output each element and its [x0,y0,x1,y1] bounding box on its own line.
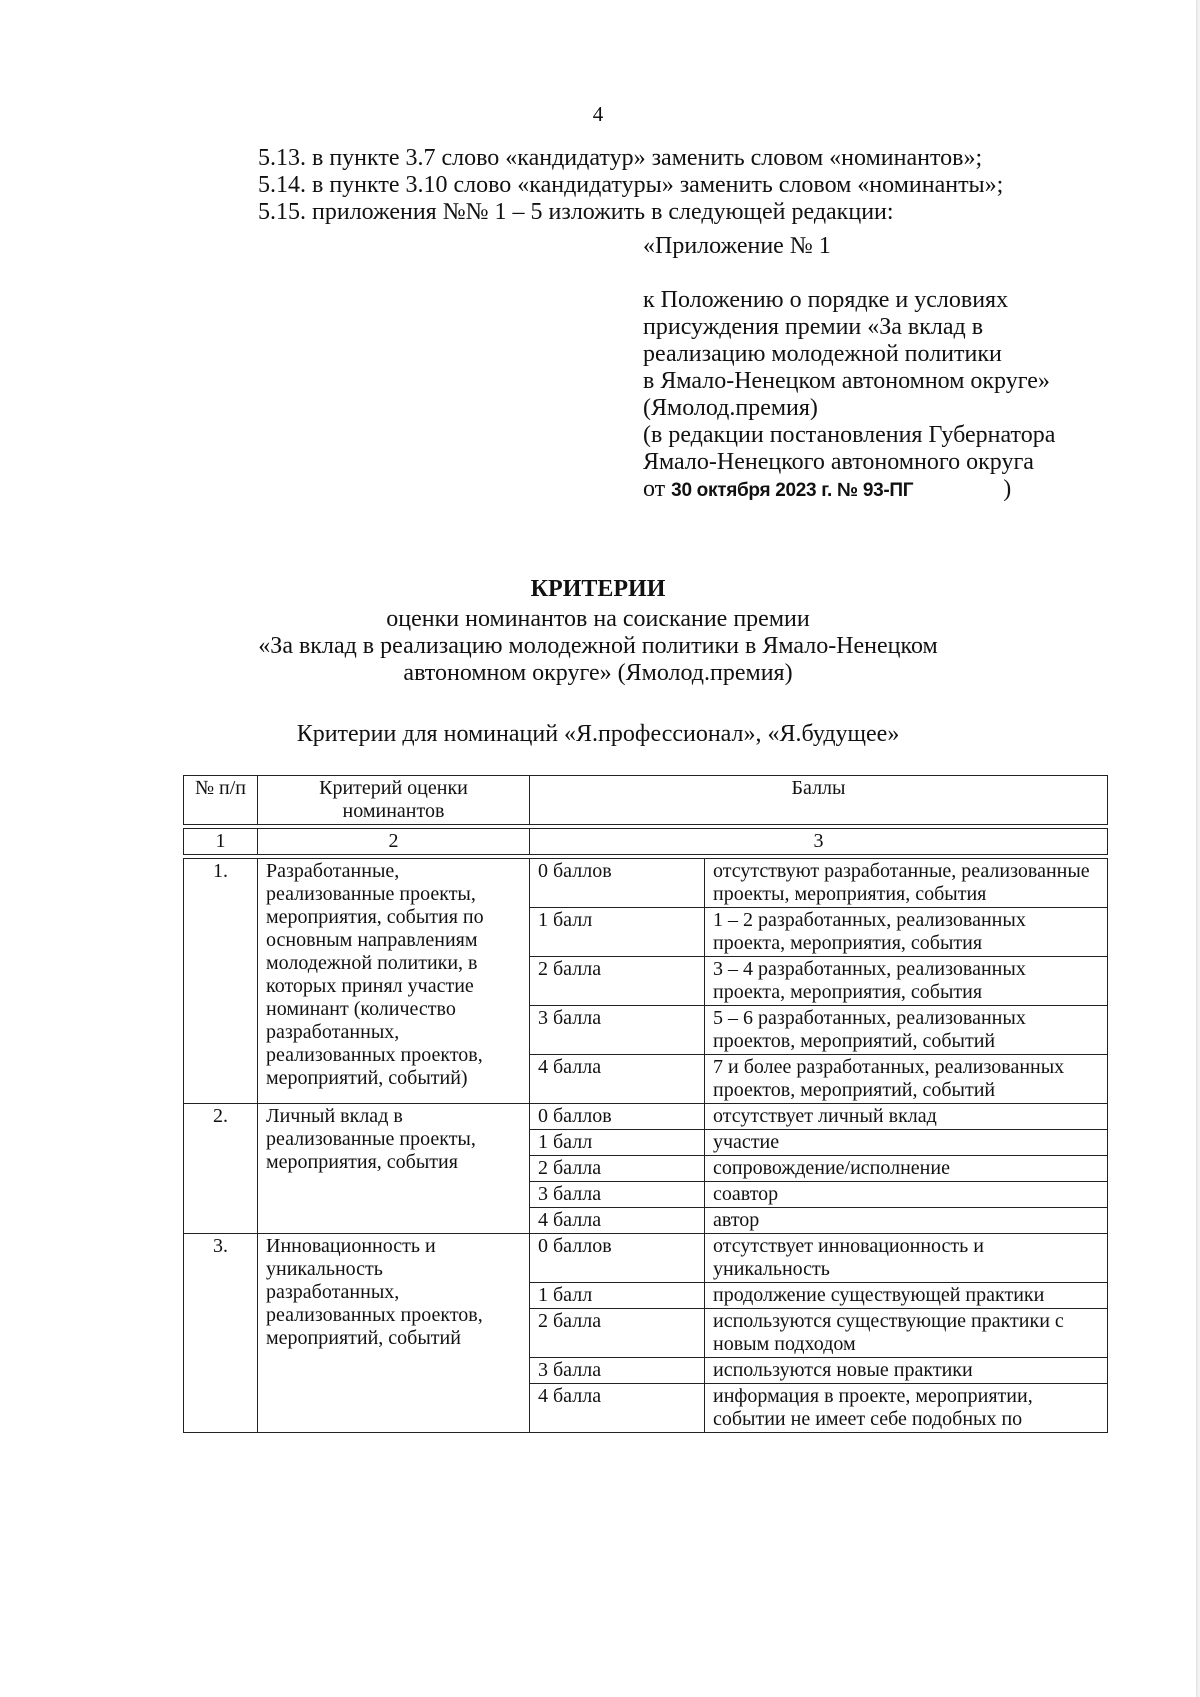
score-description: 1 – 2 разработанных, реализованных проекта, мероприятия, события [705,908,1108,957]
amendments-list [258,145,1158,226]
amendment-item: 5.15. приложения №№ 1 – 5 изложить в следующей редакции: [258,199,894,225]
title-line: оценки номинантов на соискание премии [386,606,810,632]
header-num: № п/п [184,776,258,825]
amendment-item: 5.13. в пункте 3.7 слово «кандидатур» заменить словом «номинантов»; [258,145,983,171]
score-description: отсутствуют разработанные, реализованные проекты, мероприятия, события [705,859,1108,908]
spacer [643,260,1163,287]
score-cell: 0 баллов [530,1234,705,1283]
score-cell: 3 балла [530,1182,705,1208]
score-cell: 4 балла [530,1055,705,1104]
criterion-number: 1. [184,859,258,1104]
score-cell: 2 балла [530,957,705,1006]
appendix-line: (Ямолод.премия) [643,395,818,421]
appendix-line: Ямало-Ненецкого автономного округа [643,449,1034,475]
appendix-line: реализацию молодежной политики [643,341,1002,367]
date-suffix: ) [1003,476,1012,502]
amendment-item: 5.14. в пункте 3.10 слово «кандидатуры» заменить словом «номинанты»; [258,172,1004,198]
col-number: 3 [530,829,1108,855]
table-row [184,1104,1108,1130]
date-prefix: от [643,476,666,502]
title-line: автономном округе» (Ямолод.премия) [403,660,793,686]
score-description: 7 и более разработанных, реализованных проектов, мероприятий, событий [705,1055,1108,1104]
score-cell: 1 балл [530,908,705,957]
score-description: автор [705,1208,1108,1234]
score-description: используются существующие практики с новым подходом [705,1309,1108,1358]
table-row [184,1234,1108,1283]
score-cell: 0 баллов [530,1104,705,1130]
score-description: соавтор [705,1182,1108,1208]
appendix-line: в Ямало-Ненецком автономном округе» [643,368,1050,394]
appendix-line: присуждения премии «За вклад в [643,314,984,340]
appendix-line: к Положению о порядке и условиях [643,287,1009,313]
criterion-text: Личный вклад в реализованные проекты, мероприятия, события [258,1104,530,1234]
table-numbering-row [184,829,1108,855]
score-description: информация в проекте, мероприятии, событии не имеет себе подобных по [705,1384,1108,1433]
score-cell: 2 балла [530,1309,705,1358]
resolution-date: 30 октября 2023 г. № 93-ПГ [671,480,914,501]
table-header-row [184,776,1108,825]
document-title [0,576,1196,687]
score-cell: 0 баллов [530,859,705,908]
score-cell: 2 балла [530,1156,705,1182]
criterion-number: 3. [184,1234,258,1433]
score-cell: 3 балла [530,1006,705,1055]
table-row [184,859,1108,908]
score-cell: 1 балл [530,1283,705,1309]
appendix-line: (в редакции постановления Губернатора [643,422,1056,448]
score-description: 3 – 4 разработанных, реализованных проекта, мероприятия, события [705,957,1108,1006]
title-main: КРИТЕРИИ [530,576,666,602]
title-line: «За вклад в реализацию молодежной политики в Ямало-Ненецком [258,633,938,659]
score-cell: 3 балла [530,1358,705,1384]
score-description: отсутствует личный вклад [705,1104,1108,1130]
appendix-date-line [643,476,1163,504]
criterion-text: Инновационность и уникальность разработанных, реализованных проектов, мероприятий, событий [258,1234,530,1433]
appendix-heading: «Приложение № 1 [643,233,831,259]
col-number: 1 [184,829,258,855]
score-cell: 4 балла [530,1208,705,1234]
score-description: участие [705,1130,1108,1156]
nominations-subtitle: Критерии для номинаций «Я.профессионал», «Я.будущее» [296,721,900,747]
appendix-header [643,233,1163,504]
score-description: отсутствует инновационность и уникальность [705,1234,1108,1283]
page-number: 4 [592,102,604,126]
score-description: используются новые практики [705,1358,1108,1384]
score-cell: 4 балла [530,1384,705,1433]
criteria-table [183,775,1108,1433]
header-criterion: Критерий оценки номинантов [258,776,530,825]
score-description: сопровождение/исполнение [705,1156,1108,1182]
score-description: 5 – 6 разработанных, реализованных проектов, мероприятий, событий [705,1006,1108,1055]
score-description: продолжение существующей практики [705,1283,1108,1309]
header-points: Баллы [530,776,1108,825]
table-body [184,859,1108,1433]
criterion-text: Разработанные, реализованные проекты, мероприятия, события по основным направлениям молодежной политики, в которых принял участие номинант (количество разработанных, реализованных проектов, мероприятий, событий) [258,859,530,1104]
col-number: 2 [258,829,530,855]
score-cell: 1 балл [530,1130,705,1156]
criterion-number: 2. [184,1104,258,1234]
